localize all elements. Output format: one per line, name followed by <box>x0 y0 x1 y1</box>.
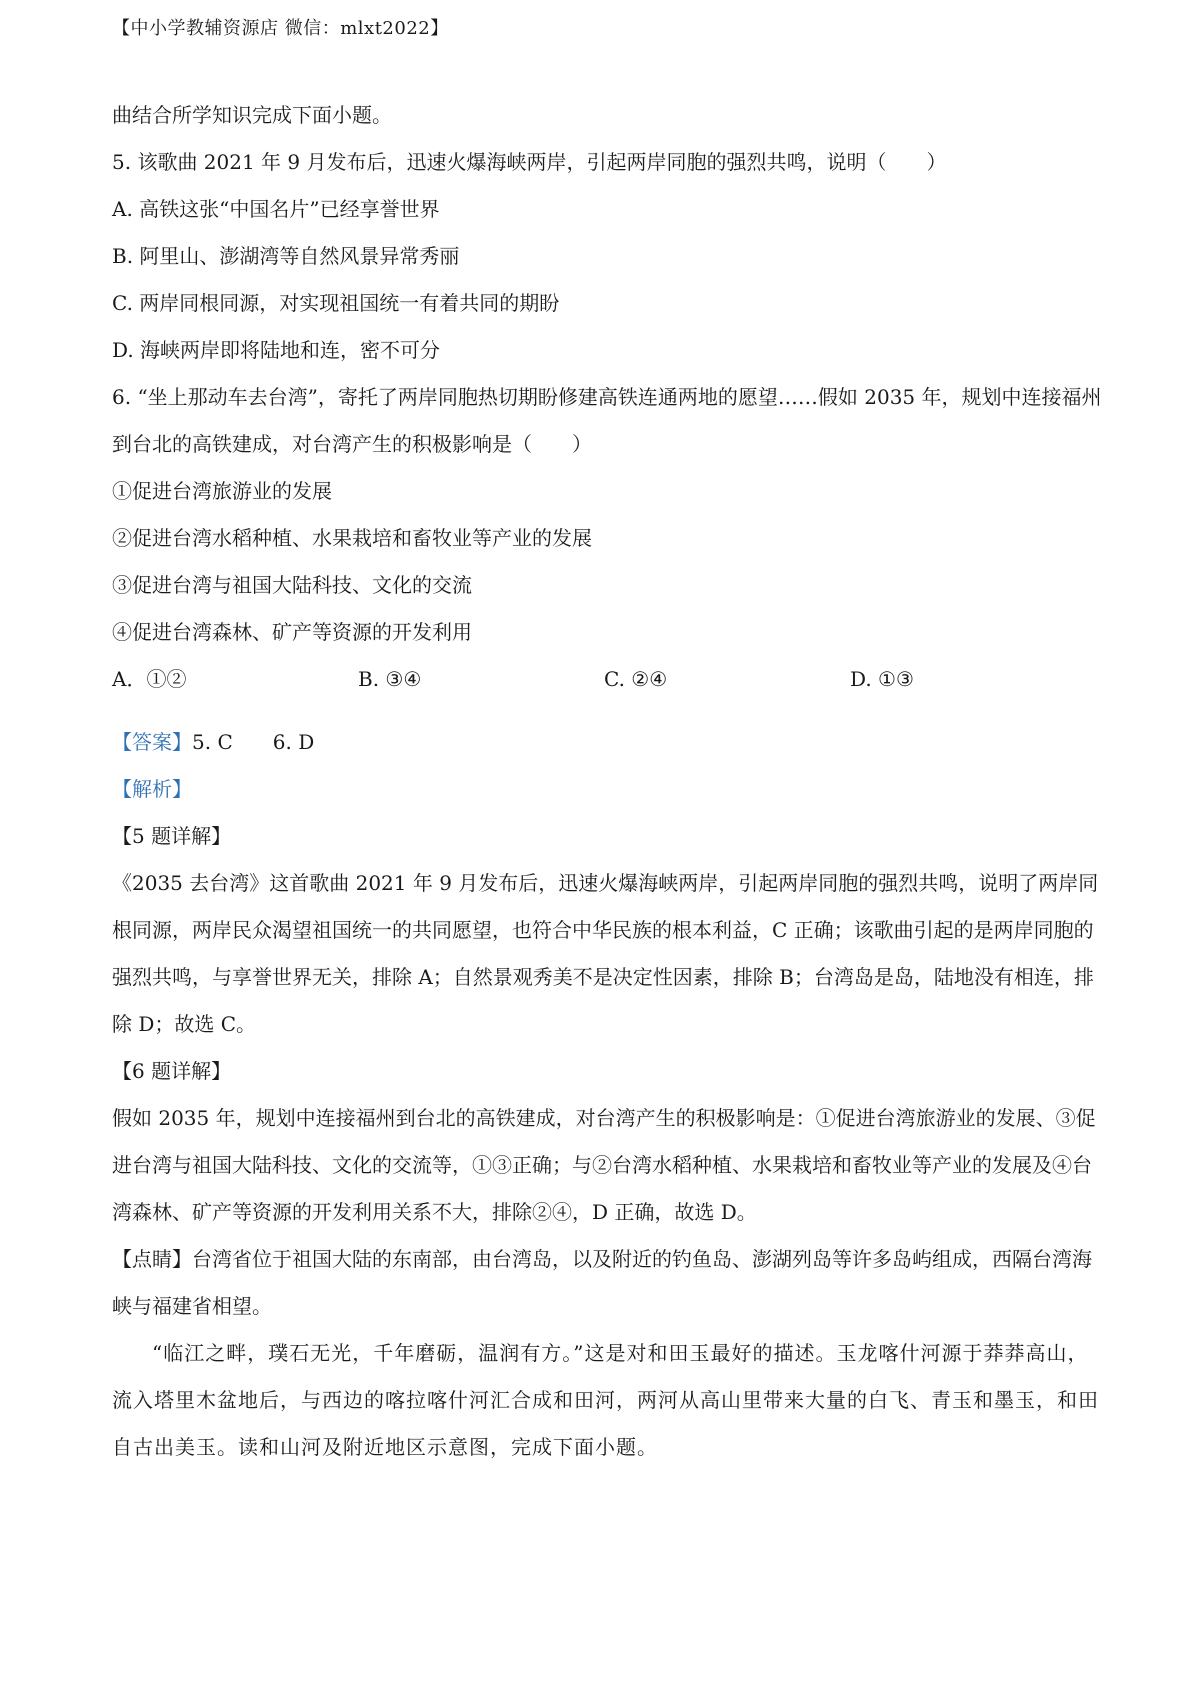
analysis-tag: 【解析】 <box>112 777 192 801</box>
question-5-option-b: B. 阿里山、澎湖湾等自然风景异常秀丽 <box>112 244 460 268</box>
question-6-options <box>112 656 1102 703</box>
reading-passage: “临江之畔，璞石无光，千年磨砺，温润有方。”这是对和田玉最好的描述。玉龙喀什河源于莽莽高山，流入塔里木盆地后，与西边的喀拉喀什河汇合成和田河，两河从高山里带来大量的白飞、青玉和墨玉，和田自古出美玉。读和山河及附近地区示意图，完成下面小题。 <box>112 1341 1099 1459</box>
intro-text: 曲结合所学知识完成下面小题。 <box>112 103 392 127</box>
detail-6-title: 【6 题详解】 <box>112 1059 232 1083</box>
question-6-item-1: ①促进台湾旅游业的发展 <box>112 479 332 503</box>
detail-6-text: 假如 2035 年，规划中连接福州到台北的高铁建成，对台湾产生的积极影响是：①促进台湾旅游业的发展、③促进台湾与祖国大陆科技、文化的交流等，①③正确；与②台湾水稻种植、水果栽培和畜牧业等产业的发展及④台湾森林、矿产等资源的开发利用关系不大，排除②④，D 正确，故选 D。 <box>112 1106 1096 1224</box>
question-6-item-3: ③促进台湾与祖国大陆科技、文化的交流 <box>112 573 472 597</box>
question-6-option-a: A．①② <box>112 667 187 691</box>
answer-5: 5. C <box>192 730 233 754</box>
document-body <box>112 92 1102 1471</box>
analysis-row <box>112 766 1102 813</box>
answer-tag: 【答案】 <box>112 730 192 754</box>
question-5-option-d: D. 海峡两岸即将陆地和连，密不可分 <box>112 338 441 362</box>
answer-6: 6. D <box>272 730 315 754</box>
watermark-header: 【中小学教辅资源店 微信：mlxt2022】 <box>112 18 449 39</box>
question-5-option-a: A. 高铁这张“中国名片”已经享誉世界 <box>112 197 440 221</box>
question-6-option-d: D. ①③ <box>850 667 914 691</box>
question-5-option-c: C. 两岸同根同源，对实现祖国统一有着共同的期盼 <box>112 291 560 315</box>
question-6-item-2: ②促进台湾水稻种植、水果栽培和畜牧业等产业的发展 <box>112 526 592 550</box>
detail-5-text: 《2035 去台湾》这首歌曲 2021 年 9 月发布后，迅速火爆海峡两岸，引起两岸同胞的强烈共鸣，说明了两岸同根同源，两岸民众渴望祖国统一的共同愿望，也符合中华民族的根本利益，C 正确；该歌曲引起的是两岸同胞的强烈共鸣，与享誉世界无关，排除 A；自然景观秀美不是决定性因素，排除 B；台湾岛是岛，陆地没有相连，排除 D；故选 C。 <box>112 871 1099 1036</box>
answer-row <box>112 719 1102 766</box>
question-6-item-4: ④促进台湾森林、矿产等资源的开发利用 <box>112 620 472 644</box>
question-6-stem: 6. “坐上那动车去台湾”，寄托了两岸同胞热切期盼修建高铁连通两地的愿望……假如 2035 年，规划中连接福州到台北的高铁建成，对台湾产生的积极影响是（ ） <box>112 385 1102 456</box>
dianjing-note: 【点睛】台湾省位于祖国大陆的东南部，由台湾岛，以及附近的钓鱼岛、澎湖列岛等许多岛屿组成，西隔台湾海峡与福建省相望。 <box>112 1247 1092 1318</box>
question-5-stem: 5. 该歌曲 2021 年 9 月发布后，迅速火爆海峡两岸，引起两岸同胞的强烈共鸣，说明（ ） <box>112 150 947 174</box>
question-6-option-b: B. ③④ <box>358 667 422 691</box>
detail-5-title: 【5 题详解】 <box>112 824 232 848</box>
question-6-option-c: C. ②④ <box>604 667 668 691</box>
